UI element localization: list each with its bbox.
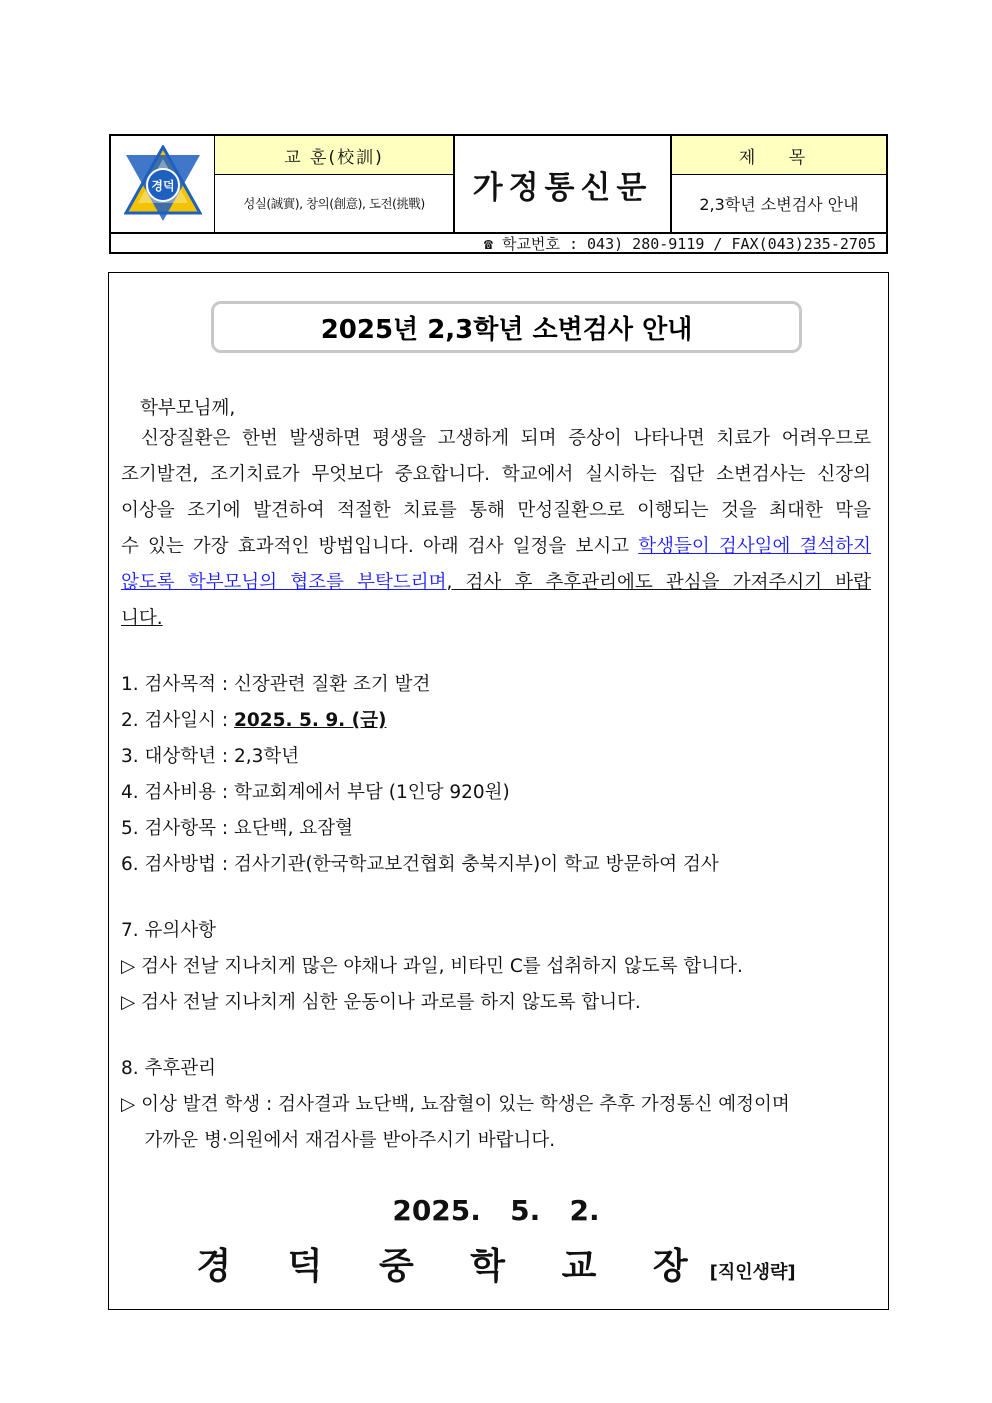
signature-block bbox=[0, 1238, 992, 1289]
issue-date: 2025. 5. 2. bbox=[392, 1194, 600, 1227]
body-line: 이상을 조기에 발견하여 적절한 치료를 통해 만성질환으로 이행되는 것을 최대한 막을 bbox=[121, 500, 871, 521]
motto-text: 성실(誠實), 창의(創意), 도전(挑戰) bbox=[243, 196, 425, 211]
principal-signature: 경 덕 중 학 교 장 bbox=[196, 1245, 710, 1287]
followup-item: ▷ 이상 발견 학생 : 검사결과 뇨단백, 뇨잠혈이 있는 학생은 추후 가정통신 예정이며 bbox=[121, 1094, 790, 1115]
logo-cell bbox=[111, 136, 215, 232]
cautions-heading: 7. 유의사항 bbox=[121, 920, 217, 941]
subject-heading: 제 목 bbox=[672, 136, 886, 175]
highlight-text: 학생들이 검사일에 결석하지 bbox=[638, 536, 871, 557]
school-logo-icon bbox=[124, 145, 202, 223]
list-item: 1. 검사목적 : 신장관련 질환 조기 발견 bbox=[121, 674, 431, 695]
body-line: 조기발견, 조기치료가 무엇보다 중요합니다. 학교에서 실시하는 집단 소변검사는 신장의 bbox=[121, 464, 871, 485]
caution-item: ▷ 검사 전날 지나치게 많은 야채나 과일, 비타민 C를 섭취하지 않도록 합니다. bbox=[121, 956, 743, 977]
body-line: 신장질환은 한번 발생하면 평생을 고생하게 되며 증상이 나타나면 치료가 어려우므로 bbox=[141, 428, 871, 449]
list-item: 3. 대상학년 : 2,3학년 bbox=[121, 746, 300, 767]
body-paragraph bbox=[121, 421, 871, 637]
seal-note: [직인생략] bbox=[709, 1262, 796, 1283]
body-line: 수 있는 가장 효과적인 방법입니다. 아래 검사 일정을 보시고 학생들이 검사일에 결석하지 bbox=[121, 536, 871, 557]
subject-cell bbox=[672, 136, 886, 232]
list-item: 2. 검사일시 : 2025. 5. 9. (금) bbox=[121, 710, 387, 731]
newsletter-title: 가정통신문 bbox=[455, 136, 672, 232]
motto-cell bbox=[215, 136, 455, 232]
svg-text:경덕: 경덕 bbox=[150, 179, 175, 193]
header-table bbox=[109, 134, 888, 254]
highlight-text: 않도록 학부모님의 협조를 부탁드리며 bbox=[121, 572, 447, 593]
contact-info: ☎ 학교번호 : 043) 280-9119 / FAX(043)235-2705 bbox=[111, 232, 886, 252]
exam-date: 2025. 5. 9. (금) bbox=[234, 710, 387, 731]
motto-heading: 교 훈(校訓) bbox=[215, 136, 453, 175]
body-line: 않도록 학부모님의 협조를 부탁드리며, 검사 후 추후관리에도 관심을 가져주시기 바랍 bbox=[121, 572, 871, 593]
subject-text: 2,3학년 소변검사 안내 bbox=[699, 194, 859, 214]
body-line: 니다. bbox=[121, 608, 163, 629]
list-item: 5. 검사항목 : 요단백, 요잠혈 bbox=[121, 818, 353, 839]
list-item: 4. 검사비용 : 학교회계에서 부담 (1인당 920원) bbox=[121, 782, 510, 803]
document-title: 2025년 2,3학년 소변검사 안내 bbox=[211, 301, 802, 353]
followup-item: 가까운 병·의원에서 재검사를 받아주시기 바랍니다. bbox=[121, 1130, 556, 1151]
caution-item: ▷ 검사 전날 지나치게 심한 운동이나 과로를 하지 않도록 합니다. bbox=[121, 992, 641, 1013]
list-item: 6. 검사방법 : 검사기관(한국학교보건협회 충북지부)이 학교 방문하여 검사 bbox=[121, 854, 719, 875]
followup-heading: 8. 추후관리 bbox=[121, 1058, 217, 1079]
greeting: 학부모님께, bbox=[140, 398, 236, 419]
